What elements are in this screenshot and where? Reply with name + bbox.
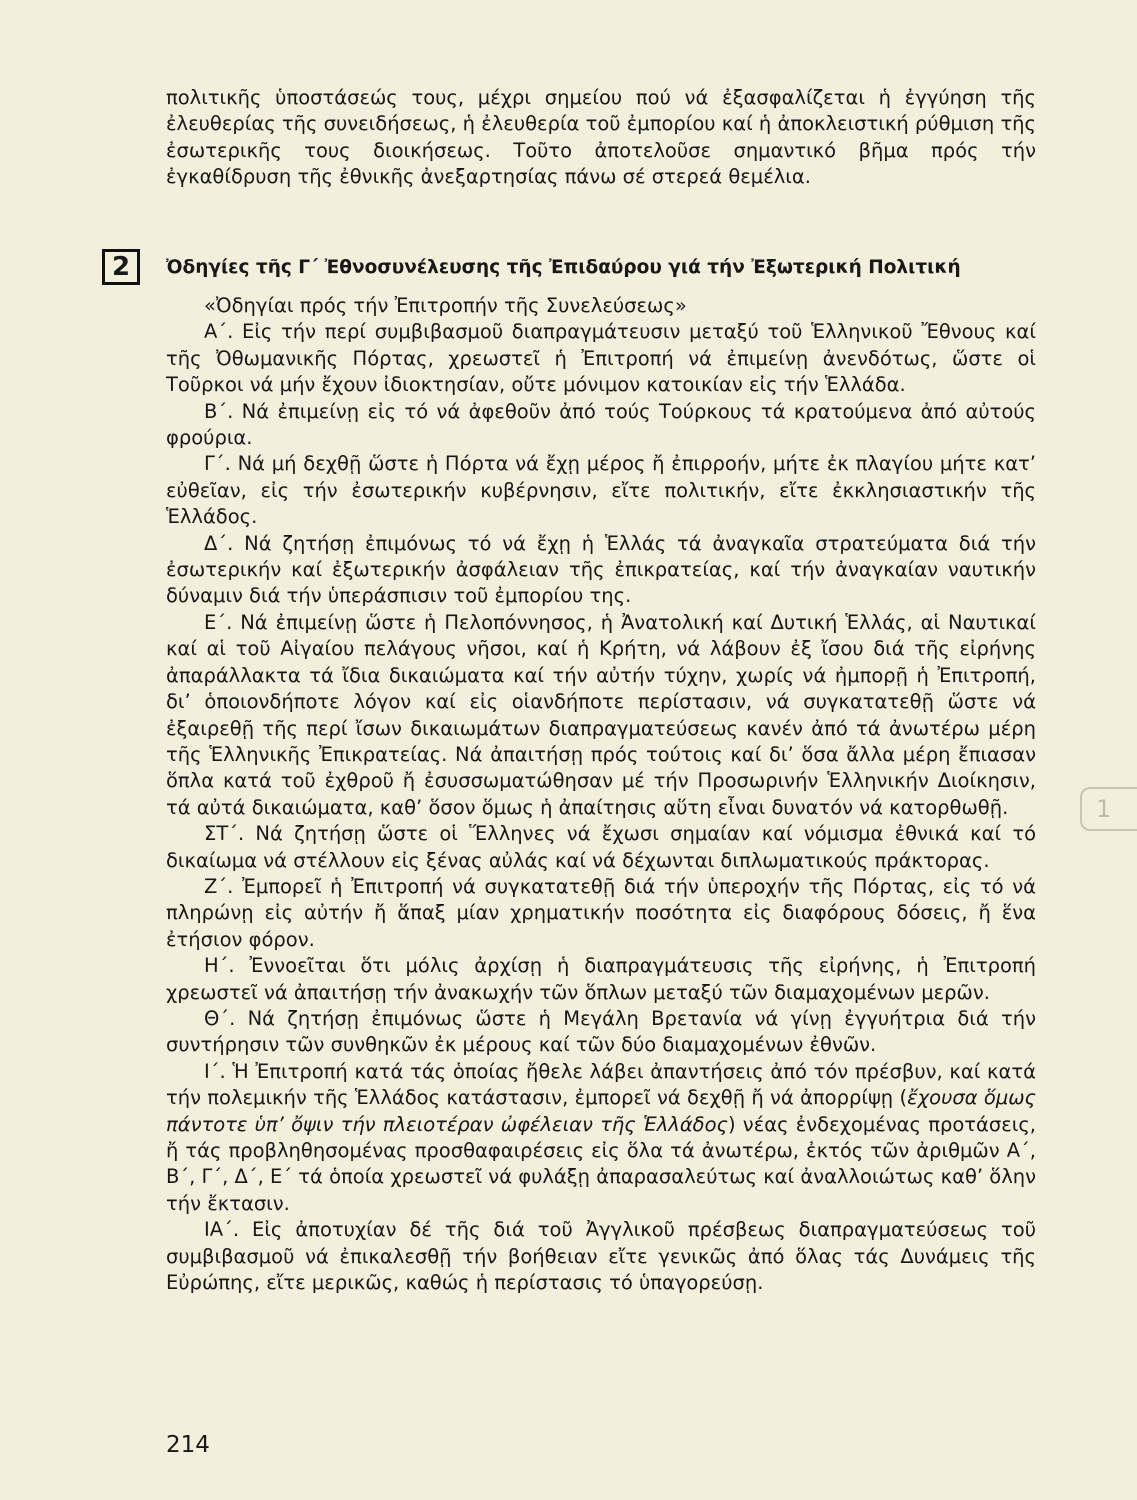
section-heading: Ὀδηγίες τῆς Γ΄ Ἐθνοσυνέλευσης τῆς Ἐπιδαύρου γιά τήν Ἐξωτερική Πολιτική <box>166 257 961 278</box>
paragraph-text: Νά ζητήσῃ ἐπιμόνως τό νά ἔχῃ ἡ Ἑλλάς τά ἀναγκαῖα στρατεύματα διά τήν ἐσωτερικήν καί ἐξωτερικήν ἀσφάλειαν τῆς ἐπικρατείας, καί τήν ἀναγκαίαν ναυτικήν δύναμιν διά τήν ὑπεράσπισιν τοῦ ἐμπορίου της. <box>166 531 1036 608</box>
italic-note: ἔχουσα ὅμως πάντοτε ὑπ’ ὄψιν τήν πλειοτέραν ὠφέλειαν τῆς Ἑλλάδος <box>166 1086 1036 1136</box>
paragraph-label: Ι΄. <box>204 1059 226 1083</box>
bleed-through-margin-mark <box>1080 787 1137 831</box>
paragraph-text: Νά ζητήσῃ ὥστε οἱ Ἕλληνες νά ἔχωσι σημαίαν καί νόμισμα ἐθνικά καί τό δικαίωμα νά στέλλουν εἰς ξένας αὐλάς καί νά δέχωνται διπλωματικούς πράκτορας. <box>166 822 1036 872</box>
paragraph-z <box>166 874 1036 953</box>
margin-mark-number: 1 <box>1096 795 1112 823</box>
paragraph-label: Α΄. <box>204 320 234 344</box>
paragraph-text: Νά μή δεχθῇ ὥστε ἡ Πόρτα νά ἔχῃ μέρος ἤ ἐπιρροήν, μήτε ἐκ πλαγίου μήτε κατ’ εὐθεῖαν, εἰς τήν ἐσωτερικήν κυβέρνησιν, εἴτε πολιτικήν, εἴτε ἐκκλησιαστικήν τῆς Ἑλλάδος. <box>166 452 1036 529</box>
paragraph-text: Εἰς ἀποτυχίαν δέ τῆς διά τοῦ Ἀγγλικοῦ πρέσβεως διαπραγματεύσεως τοῦ συμβιβασμοῦ νά ἐπικαλεσθῇ τήν βοήθειαν εἴτε γενικῶς ἀπό ὅλας τάς Δυνάμεις τῆς Εὐρώπης, εἴτε μερικῶς, καθώς ἡ περίστασις τό ὑπαγορεύσῃ. <box>166 1218 1036 1295</box>
paragraph-iota <box>166 1059 1036 1217</box>
paragraph-st <box>166 821 1036 874</box>
paragraph-text-after: ) νέας ἐνδεχομένας προτάσεις, ἤ τάς προβληθησομένας προσθαφαιρέσεις εἰς ὅλα τά ἀνωτέρω, ἐκτός τῶν ἀριθμῶν Α΄, Β΄, Γ΄, Δ΄, Ε΄ τά ὁποία χρεωστεῖ νά φυλάξῃ ἀπαρασαλεύτως καί ἀναλλοιώτως καθ’ ὅλην τήν ἔκτασιν. <box>166 1112 1036 1215</box>
paragraph-label: Ε΄. <box>204 610 233 634</box>
paragraph-ia <box>166 1217 1036 1296</box>
paragraph-e <box>166 610 1036 821</box>
paragraph-a <box>166 319 1036 398</box>
paragraph-text-before: Ἡ Ἐπιτροπή κατά τάς ὁποίας ἤθελε λάβει ἀπαντήσεις ἀπό τόν πρέσβυν, καί κατά τήν πολεμικήν τῆς Ἑλλάδος κατάστασιν, ἐμπορεῖ νά δεχθῇ ἤ νά ἀπορρίψῃ ( <box>166 1059 1036 1110</box>
paragraph-i <box>166 953 1036 1006</box>
paragraph-label: Δ΄. <box>204 531 234 555</box>
paragraph-label: Θ΄. <box>204 1006 236 1030</box>
paragraph-th <box>166 1006 1036 1059</box>
paragraph-text: Νά ζητήσῃ ἐπιμόνως ὥστε ἡ Μεγάλη Βρετανία νά γίνῃ ἐγγυήτρια διά τήν συντήρησιν τῶν συνθηκῶν ἐκ μέρους καί τῶν δύο διαμαχομένων ἐθνῶν. <box>166 1006 1036 1057</box>
paragraph-label: Η΄. <box>204 954 235 978</box>
paragraph-label: Ζ΄. <box>204 874 234 898</box>
page-number: 214 <box>166 1432 210 1458</box>
paragraph-d <box>166 531 1036 610</box>
instructions-text <box>166 293 1036 1296</box>
paragraph-b <box>166 399 1036 452</box>
paragraph-label: ΣΤ΄. <box>204 822 245 846</box>
paragraph-label: Β΄. <box>204 399 234 423</box>
paragraph-text: Εἰς τήν περί συμβιβασμοῦ διαπραγμάτευσιν μεταξύ τοῦ Ἑλληνικοῦ Ἔθνους καί τῆς Ὀθωμανικῆς Πόρτας, χρεωστεῖ ἡ Ἐπιτροπή νά ἐπιμείνῃ ἀνενδότως, ὥστε οἱ Τοῦρκοι νά μήν ἔχουν ἰδιοκτησίαν, οὔτε μόνιμον κατοικίαν εἰς τήν Ἑλλάδα. <box>166 320 1036 397</box>
paragraph-text: Ἐμπορεῖ ἡ Ἐπιτροπή νά συγκατατεθῇ διά τήν ὑπεροχήν τῆς Πόρτας, εἰς τό νά πληρώνῃ εἰς αὐτήν ἤ ἅπαξ μίαν χρηματικήν ποσότητα εἰς διαφόρους δόσεις, ἤ ἕνα ἐτήσιον φόρον. <box>166 874 1036 951</box>
paragraph-text: Ἐννοεῖται ὅτι μόλις ἀρχίσῃ ἡ διαπραγμάτευσις τῆς εἰρήνης, ἡ Ἐπιτροπή χρεωστεῖ νά ἀπαιτήσῃ τήν ἀνακωχήν τῶν ὅπλων μεταξύ τῶν διαμαχομένων μερῶν. <box>166 954 1036 1004</box>
opening-line: «Ὀδηγίαι πρός τήν Ἐπιτροπήν τῆς Συνελεύσεως» <box>204 294 687 317</box>
paragraph-label: ΙΑ΄. <box>204 1218 240 1242</box>
paragraph-label: Γ΄. <box>204 452 231 476</box>
paragraph-text: Νά ἐπιμείνῃ εἰς τό νά ἀφεθοῦν ἀπό τούς Τούρκους τά κρατούμενα ἀπό αὐτούς φρούρια. <box>166 399 1036 450</box>
paragraph-g <box>166 451 1036 530</box>
intro-paragraph: πολιτικῆς ὑποστάσεώς τους, μέχρι σημείου πού νά ἐξασφαλίζεται ἡ ἐγγύηση τῆς ἐλευθερίας τῆς συνειδήσεως, ἡ ἐλευθερία τοῦ ἐμπορίου καί ἡ ἀποκλειστική ρύθμιση τῆς ἐσωτερικῆς τους διοικήσεως. Τοῦτο ἀποτελοῦσε σημαντικό βῆμα πρός τήν ἐγκαθίδρυση τῆς ἐθνικῆς ἀνεξαρτησίας πάνω σέ στερεά θεμέλια. <box>166 86 1036 189</box>
paragraph-text: Νά ἐπιμείνῃ ὥστε ἡ Πελοπόννησος, ἡ Ἀνατολική καί Δυτική Ἑλλάς, αἱ Ναυτικαί καί αἱ τοῦ Αἰγαίου πελάγους νῆσοι, καί ἡ Κρήτη, νά λάβουν ἐξ ἴσου διά τῆς εἰρήνης ἀπαράλλακτα τά ἴδια δικαιώματα καί τήν αὐτήν τύχην, χωρίς νά ἠμπορῇ ἡ Ἐπιτροπή, δι’ ὁποιονδήποτε λόγον καί εἰς οἱανδήποτε περίστασιν, νά συγκατατεθῇ ὥστε νά ἐξαιρεθῇ τῆς περί ἴσων δικαιωμάτων διαπραγματεύσεως κανέν ἀπό τά ἀνωτέρω μέρη τῆς Ἑλληνικῆς Ἐπικρατείας. Νά ἀπαιτήσῃ πρός τούτοις καί δι’ ὅσα ἄλλα μέρη ἔπιασαν ὅπλα κατά τοῦ ἐχθροῦ ἤ ἐσυσσωματώθησαν μέ τήν Προσωρινήν Ἑλληνικήν Διοίκησιν, τά αὐτά δικαιώματα, καθ’ ὅσον ὅμως ἡ ἀπαίτησις αὕτη εἶναι δυνατόν νά κατορθωθῇ. <box>166 610 1036 819</box>
section-number-box: 2 <box>102 249 140 285</box>
